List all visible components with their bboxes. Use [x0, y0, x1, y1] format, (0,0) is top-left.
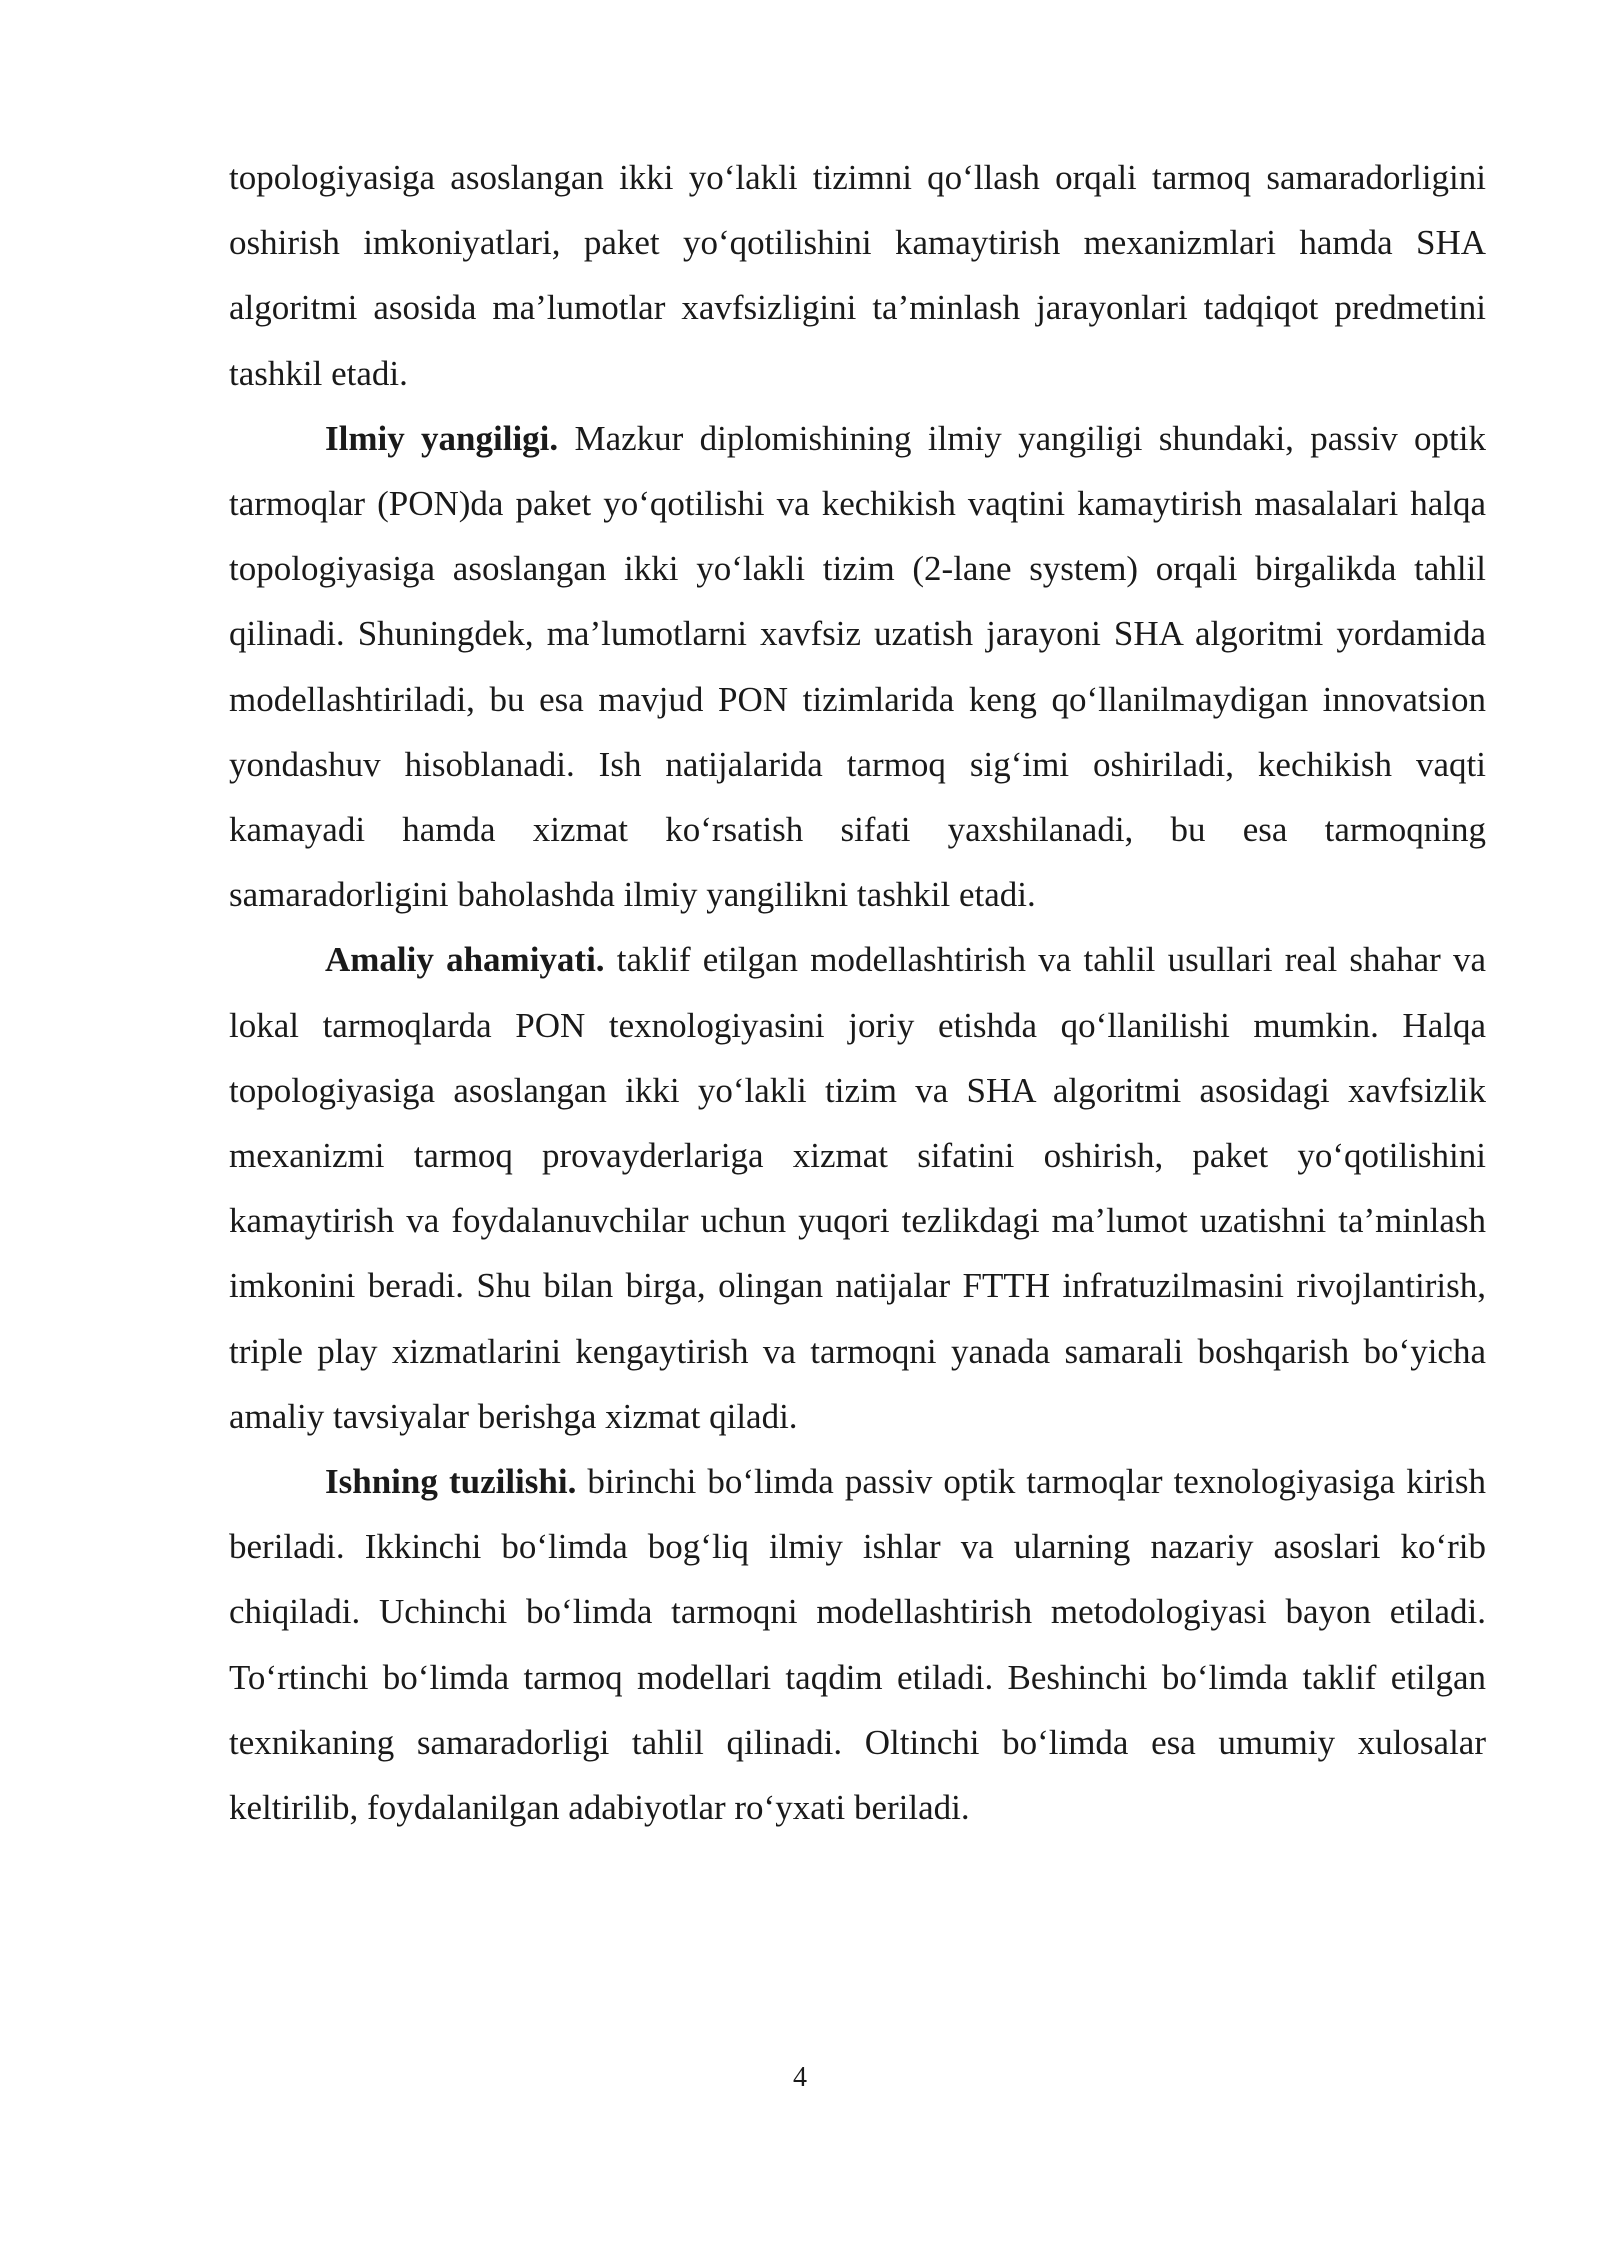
paragraph-research-subject — [229, 145, 1486, 406]
paragraph-heading: Amaliy ahamiyati. — [325, 940, 605, 980]
paragraph-scientific-novelty — [229, 406, 1486, 928]
page-number: 4 — [793, 2062, 807, 2093]
document-page — [229, 145, 1486, 1840]
paragraph-text: Mazkur diplomishining ilmiy yangiligi shundaki, passiv optik tarmoqlar (PON)da paket yo‘qotilishi va kechikish vaqtini kamaytirish masalalari halqa topologiyasiga asoslangan ikki yo‘lakli tizim (2-lane system) orqali birgalikda tahlil qilinadi. Shuningdek, ma’lumotlarni xavfsiz uzatish jarayoni SHA algoritmi yordamida modellashtiriladi, bu esa mavjud PON tizimlarida keng qo‘llanilmaydigan innovatsion yondashuv hisoblanadi. Ish natijalarida tarmoq sig‘imi oshiriladi, kechikish vaqti kamayadi hamda xizmat ko‘rsatish sifati yaxshilanadi, bu esa tarmoqning samaradorligini baholashda ilmiy yangilikni tashkil etadi. — [229, 418, 1486, 915]
paragraph-text: taklif etilgan modellashtirish va tahlil usullari real shahar va lokal tarmoqlarda PON texnologiyasini joriy etishda qo‘llanilishi mumkin. Halqa topologiyasiga asoslangan ikki yo‘lakli tizim va SHA algoritmi asosidagi xavfsizlik mexanizmi tarmoq provayderlariga xizmat sifatini oshirish, paket yo‘qotilishini kamaytirish va foydalanuvchilar uchun yuqori tezlikdagi ma’lumot uzatishni ta’minlash imkonini beradi. Shu bilan birga, olingan natijalar FTTH infratuzilmasini rivojlantirish, triple play xizmatlarini kengaytirish va tarmoqni yanada samarali boshqarish bo‘yicha amaliy tavsiyalar berishga xizmat qiladi. — [229, 940, 1486, 1436]
paragraph-text: birinchi bo‘limda passiv optik tarmoqlar texnologiyasiga kirish beriladi. Ikkinchi bo‘limda bog‘liq ilmiy ishlar va ularning nazariy asoslari ko‘rib chiqiladi. Uchinchi bo‘limda tarmoqni modellashtirish metodologiyasi bayon etiladi. To‘rtinchi bo‘limda tarmoq modellari taqdim etiladi. Beshinchi bo‘limda taklif etilgan texnikaning samaradorligi tahlil qilinadi. Oltinchi bo‘limda esa umumiy xulosalar keltirilib, foydalanilgan adabiyotlar ro‘yxati beriladi. — [229, 1462, 1487, 1828]
paragraph-heading: Ilmiy yangiligi. — [325, 418, 559, 458]
paragraph-text: topologiyasiga asoslangan ikki yo‘lakli tizimni qo‘llash orqali tarmoq samaradorligini oshirish imkoniyatlari, paket yo‘qotilishini kamaytirish mexanizmlari hamda SHA algoritmi asosida ma’lumotlar xavfsizligini ta’minlash jarayonlari tadqiqot predmetini tashkil etadi. — [229, 158, 1486, 393]
paragraph-practical-significance — [229, 927, 1486, 1449]
paragraph-work-structure — [229, 1449, 1486, 1840]
paragraph-heading: Ishning tuzilishi. — [325, 1462, 577, 1502]
